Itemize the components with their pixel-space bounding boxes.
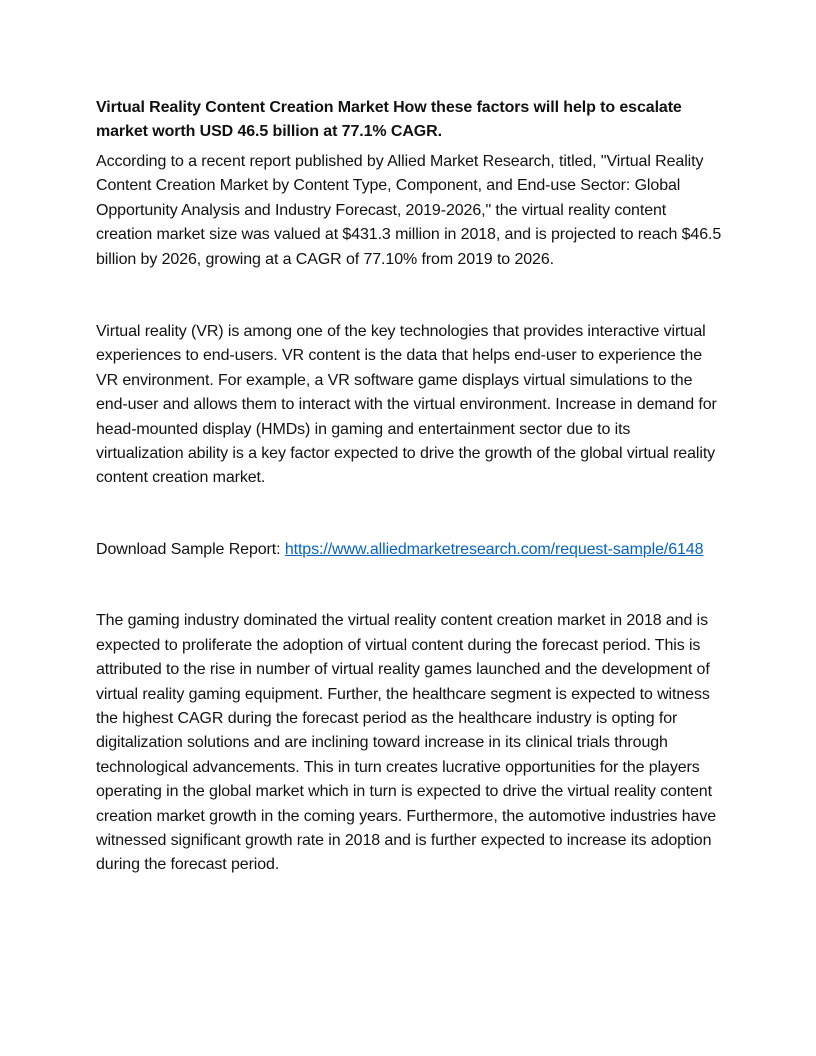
document-page — [96, 96, 722, 878]
vr-overview-paragraph: Virtual reality (VR) is among one of the key technologies that provides interactive virtual experiences to end-users. VR content is the data that helps end-user to experience the VR environment. For example, a VR software game displays virtual simulations to the end-user and allows them to interact with the virtual environment. Increase in demand for head-mounted display (HMDs) in gaming and entertainment sector due to its virtualization ability is a key factor expected to drive the growth of the global virtual reality content creation market. — [96, 323, 717, 487]
paragraph-spacer — [96, 562, 722, 609]
intro-paragraph: According to a recent report published by Allied Market Research, titled, "Virtual Reality Content Creation Market by Content Type, Component, and End-use Sector: Global Opportunity Analysis and Industry Forecast, 2019-2026," the virtual reality content creation market size was valued at $431.3 million in 2018, and is projected to reach $46.5 billion by 2026, growing at a CAGR of 77.10% from 2019 to 2026. — [96, 153, 722, 268]
download-label: Download Sample Report: — [96, 540, 285, 558]
gaming-paragraph: The gaming industry dominated the virtual reality content creation market in 2018 and is expected to proliferate the adoption of virtual content during the forecast period. This is attributed to the rise in number of virtual reality games launched and the development of virtual reality gaming equipment. Further, the healthcare segment is expected to witness the highest CAGR during the forecast period as the healthcare industry is opting for digitalization solutions and are inclining toward increase in its clinical trials through technological advancements. This in turn creates lucrative opportunities for the players operating in the global market which in turn is expected to drive the virtual reality content creation market growth in the coming years. Furthermore, the automotive industries have witnessed significant growth rate in 2018 and is further expected to increase its adoption during the forecast period. — [96, 612, 717, 874]
document-title: Virtual Reality Content Creation Market How these factors will help to escalate market worth USD 46.5 billion at 77.1% CAGR. — [96, 99, 682, 140]
paragraph-spacer — [96, 272, 722, 320]
download-paragraph — [96, 538, 722, 562]
sample-report-link[interactable]: https://www.alliedmarketresearch.com/request-sample/6148 — [284, 540, 704, 558]
paragraph-spacer — [96, 491, 722, 538]
